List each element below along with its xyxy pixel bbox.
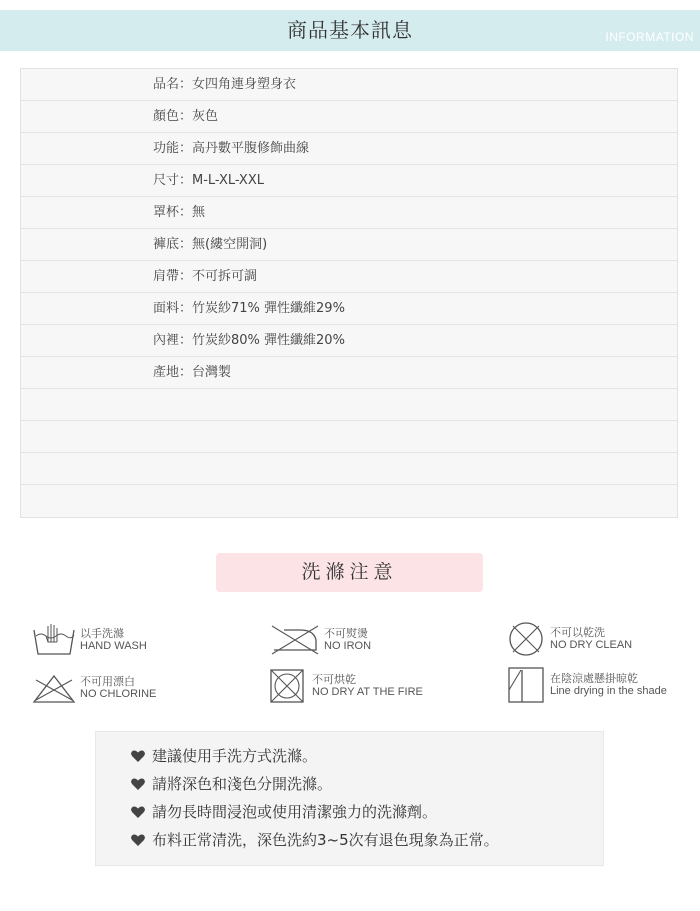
note-text: 布料正常清洗，深色洗約3~5次有退色現象為正常。: [152, 831, 499, 849]
care-label-zh: 不可用漂白: [80, 675, 135, 688]
spec-row-name: 品名：女四角連身塑身衣: [21, 69, 677, 101]
care-item-no-tumble-dry: [268, 667, 423, 705]
care-label-en: HAND WASH: [80, 640, 147, 652]
care-item-no-chlorine: [32, 670, 156, 706]
care-label-en: NO CHLORINE: [80, 688, 157, 700]
section-subtitle: INFORMATION: [605, 30, 694, 44]
no-dry-clean-icon: [506, 620, 546, 658]
no-iron-icon: [270, 622, 320, 658]
care-label-en: NO DRY CLEAN: [550, 639, 633, 651]
care-label-zh: 在陰涼處懸掛晾乾: [550, 672, 638, 685]
care-label: [80, 675, 156, 701]
care-label-en: Line drying in the shade: [550, 685, 667, 697]
no-tumble-dry-icon: [268, 667, 308, 705]
care-label-zh: 不可烘乾: [312, 673, 356, 686]
care-label-en: NO IRON: [324, 640, 372, 652]
heart-icon: [130, 748, 146, 764]
note-item: [96, 770, 603, 798]
heart-icon: [130, 776, 146, 792]
note-item: [96, 826, 603, 854]
care-label: [80, 627, 147, 653]
spec-row-cup: 罩杯：無: [21, 197, 677, 229]
spec-row-empty: [21, 453, 677, 485]
line-dry-shade-icon: [506, 665, 546, 705]
care-item-no-iron: [270, 622, 371, 658]
section-title: 商品基本訊息: [287, 18, 413, 42]
spec-table: [20, 68, 678, 518]
note-item: [96, 742, 603, 770]
care-label: [550, 626, 632, 652]
care-label-en: NO DRY AT THE FIRE: [312, 686, 423, 698]
spec-row-empty: [21, 421, 677, 453]
note-text: 請將深色和淺色分開洗滌。: [152, 775, 333, 793]
care-label: [324, 627, 371, 653]
spec-row-lining: 內裡：竹炭紗80% 彈性纖維20%: [21, 325, 677, 357]
care-label: [312, 673, 423, 699]
hand-wash-icon: [32, 622, 76, 658]
spec-row-function: 功能：高丹數平腹修飾曲線: [21, 133, 677, 165]
care-item-hand-wash: [32, 622, 147, 658]
spec-row-empty: [21, 485, 677, 517]
spec-row-empty: [21, 389, 677, 421]
no-chlorine-icon: [32, 670, 76, 706]
spec-row-fabric: 面料：竹炭紗71% 彈性纖維29%: [21, 293, 677, 325]
note-text: 請勿長時間浸泡或使用清潔強力的洗滌劑。: [152, 803, 438, 821]
care-label-zh: 不可熨燙: [324, 627, 368, 640]
note-item: [96, 798, 603, 826]
note-text: 建議使用手洗方式洗滌。: [152, 747, 318, 765]
heart-icon: [130, 804, 146, 820]
heart-icon: [130, 832, 146, 848]
care-title: 洗滌注意: [216, 553, 483, 592]
care-label-zh: 以手洗滌: [80, 627, 124, 640]
care-item-line-dry-shade: [506, 665, 667, 705]
care-notes: [95, 731, 604, 866]
care-label: [550, 672, 667, 698]
spec-row-crotch: 褲底：無(縷空開洞): [21, 229, 677, 261]
care-label-zh: 不可以乾洗: [550, 626, 605, 639]
spec-row-origin: 產地：台灣製: [21, 357, 677, 389]
spec-row-strap: 肩帶：不可拆可調: [21, 261, 677, 293]
care-item-no-dry-clean: [506, 620, 632, 658]
spec-row-color: 顏色：灰色: [21, 101, 677, 133]
spec-row-size: 尺寸：M-L-XL-XXL: [21, 165, 677, 197]
